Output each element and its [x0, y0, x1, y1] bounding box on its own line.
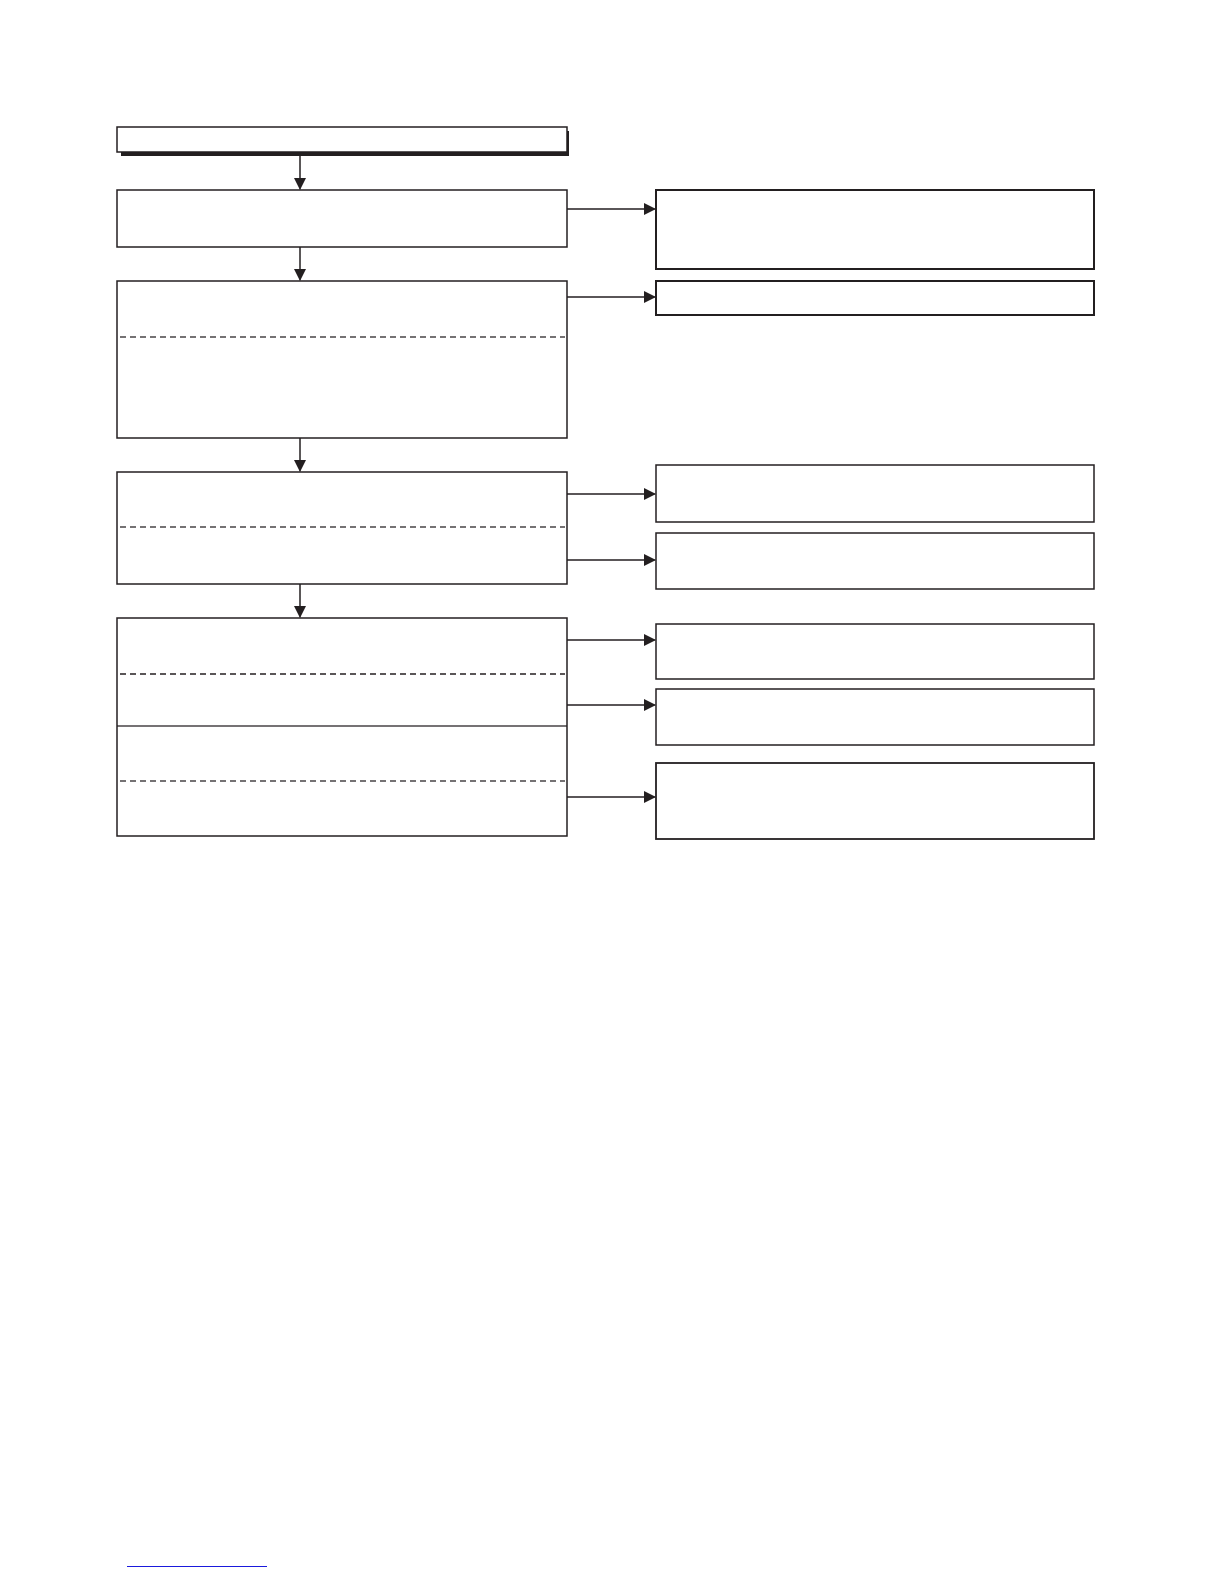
result-6-frame [656, 689, 1094, 745]
result-6-box [656, 689, 1094, 745]
result-4-frame [656, 533, 1094, 589]
footer-link-underline[interactable] [127, 1552, 267, 1567]
result-5-frame [656, 624, 1094, 679]
step-4-frame [117, 618, 567, 836]
result-4-box [656, 533, 1094, 589]
step-2-box [117, 281, 567, 438]
step-2-frame [117, 281, 567, 438]
step-1-frame [117, 190, 567, 247]
header-box-frame [117, 127, 567, 152]
result-3-box [656, 465, 1094, 522]
result-1-box [656, 190, 1094, 269]
result-3-frame [656, 465, 1094, 522]
result-1-frame [656, 190, 1094, 269]
result-7-box [656, 763, 1094, 839]
result-2-frame [656, 281, 1094, 315]
step-1-box [117, 190, 567, 247]
result-7-frame [656, 763, 1094, 839]
step-3-frame [117, 472, 567, 584]
header-box [117, 127, 569, 156]
step-4-box [117, 618, 567, 836]
step-3-box [117, 472, 567, 584]
result-2-box [656, 281, 1094, 315]
result-5-box [656, 624, 1094, 679]
